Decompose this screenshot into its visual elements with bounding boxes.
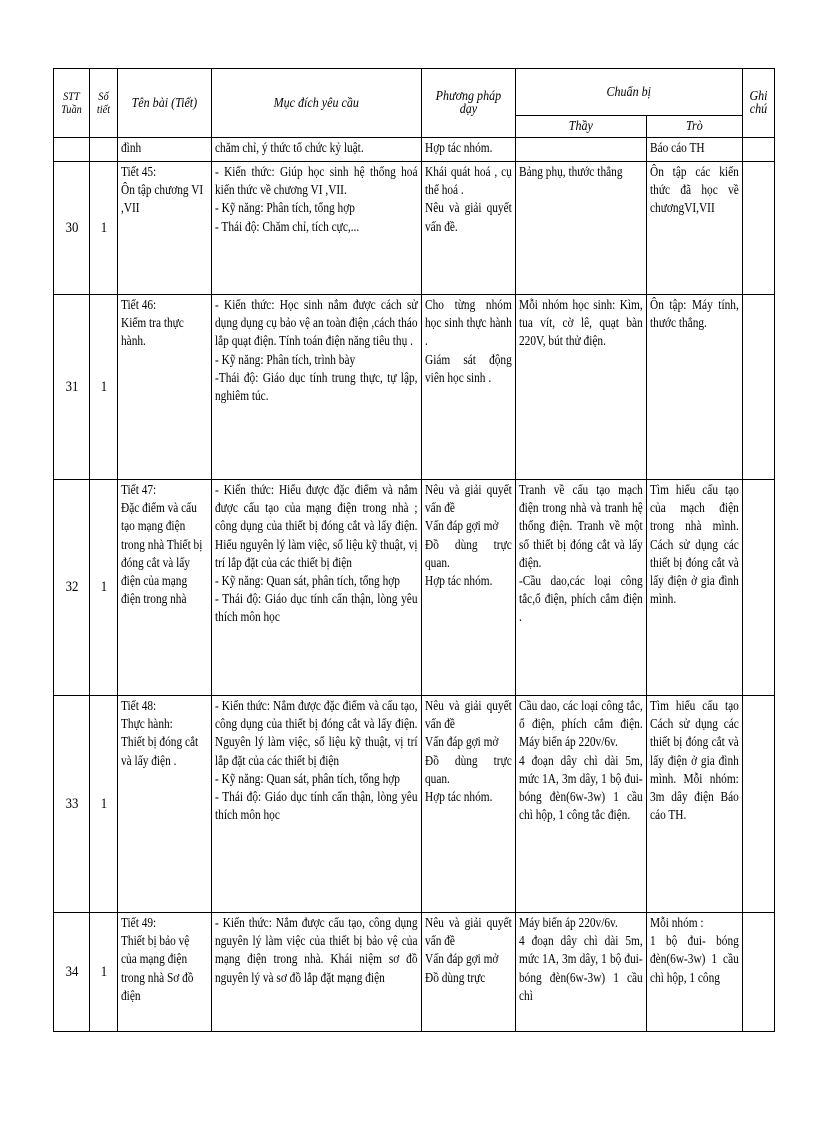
cell-ghi-chu [743, 162, 775, 295]
cell-tro: Ôn tập: Máy tính, thước thẳng. [647, 295, 743, 480]
cell-so-tiet: 1 [92, 696, 116, 913]
table-row [54, 138, 775, 162]
cell-phuong-phap: Khái quát hoá , cụ thể hoá . Nêu và giải quyết vấn đề. [422, 162, 516, 295]
cell-thay: Bảng phụ, thước thẳng [516, 162, 647, 295]
cell-so-tiet: 1 [92, 162, 116, 295]
cell-phuong-phap: Hợp tác nhóm. [422, 138, 516, 162]
cell-stt: 33 [56, 696, 87, 913]
cell-so-tiet: 1 [92, 480, 116, 696]
cell-stt [56, 138, 87, 162]
cell-thay: Cầu dao, các loại công tắc, ổ điện, phích cắm điện. Máy biến áp 220v/6v. 4 đoạn dây chì dài 5m, mức 1A, 3m dây, 1 bộ đui- bóng đèn(6w-3w) 1 cầu chì hộp, 1 công tắc điện. [516, 696, 647, 913]
cell-stt: 30 [56, 162, 87, 295]
header-ten-bai: Tên bài (Tiết) [118, 69, 212, 138]
header-so-tiet: Số tiết [90, 69, 118, 138]
header-thay: Thầy [516, 116, 647, 138]
cell-muc-dich: - Kiến thức: Hiểu được đặc điểm và nắm được cấu tạo của mạng điện trong nhà ; công dụng của thiết bị đóng cắt và lấy điện. Hiểu nguyên lý làm việc, số liệu kỹ thuật, vị trí lắp đặt của các thiết bị điện - Kỹ năng: Quan sát, phân tích, tổng hợp - Thái độ: Giáo dục tính cẩn thận, lòng yêu thích môn học [212, 480, 422, 696]
header-phuong-phap: Phương pháp dạy [422, 69, 516, 138]
lesson-plan-table [53, 68, 775, 1032]
cell-tro: Báo cáo TH [647, 138, 743, 162]
header-chuan-bi: Chuẩn bị [516, 69, 743, 116]
cell-ghi-chu [743, 295, 775, 480]
cell-tro: Mỗi nhóm : 1 bộ đui- bóng đèn(6w-3w) 1 cầu chì hộp, 1 công [647, 913, 743, 1032]
header-tro: Trò [647, 116, 743, 138]
cell-thay [516, 138, 647, 162]
header-muc-dich: Mục đích yêu cầu [212, 69, 422, 138]
cell-phuong-phap: Cho từng nhóm học sinh thực hành . Giám sát động viên học sinh . [422, 295, 516, 480]
cell-thay: Mỗi nhóm học sinh: Kìm, tua vít, cờ lê, quạt bàn 220V, bút thử điện. [516, 295, 647, 480]
table-row [54, 696, 775, 913]
cell-ghi-chu [743, 480, 775, 696]
cell-ghi-chu [743, 138, 775, 162]
cell-muc-dich: - Kiến thức: Học sinh nắm được cách sử dụng dụng cụ bảo vệ an toàn điện ,cách tháo lắp quạt điện. Tính toán điện năng tiêu thụ . - Kỹ năng: Phân tích, trình bày -Thái độ: Giáo dục tính trung thực, tự lập, nghiêm túc. [212, 295, 422, 480]
cell-thay: Tranh về cấu tạo mạch điện trong nhà và tranh hệ thống điện. Tranh về một số thiết bị đóng cắt và lấy điện. -Cầu dao,các loại công tắc,ổ điện, phích cắm điện . [516, 480, 647, 696]
cell-stt: 32 [56, 480, 87, 696]
cell-muc-dich: - Kiến thức: Nắm được đặc điểm và cấu tạo, công dụng của thiết bị đóng cắt và lấy điện. Nguyên lý làm việc, số liệu kỹ thuật, vị trí lắp đặt của các thiết bị điện - Kỹ năng: Quan sát, phân tích, tổng hợp - Thái độ: Giáo dục tính cẩn thận, lòng yêu thích môn học [212, 696, 422, 913]
table-row [54, 480, 775, 696]
header-ghi-chu: Ghi chú [743, 69, 775, 138]
cell-tro: Ôn tập các kiến thức đã học về chươngVI,VII [647, 162, 743, 295]
cell-muc-dich: chăm chỉ, ý thức tổ chức kỷ luật. [212, 138, 422, 162]
header-stt: STT Tuần [54, 69, 90, 138]
cell-stt: 34 [56, 913, 87, 1032]
cell-ten-bai: Tiết 46: Kiểm tra thực hành. [118, 295, 212, 480]
table-row [54, 162, 775, 295]
table-row [54, 913, 775, 1032]
cell-so-tiet [92, 138, 116, 162]
cell-phuong-phap: Nêu và giải quyết vấn đề Vấn đáp gợi mở Đồ dùng trực [422, 913, 516, 1032]
cell-tro: Tìm hiểu cấu tạo Cách sử dụng các thiết bị đóng cắt và lấy điện ở gia đình mình. Mỗi nhóm: 3m dây điện Báo cáo TH. [647, 696, 743, 913]
cell-ten-bai: Tiết 45: Ôn tập chương VI ,VII [118, 162, 212, 295]
cell-ghi-chu [743, 696, 775, 913]
cell-phuong-phap: Nêu và giải quyết vấn đề Vấn đáp gợi mở Đồ dùng trực quan. Hợp tác nhóm. [422, 480, 516, 696]
cell-ten-bai: Tiết 49: Thiết bị bảo vệ của mạng điện trong nhà Sơ đồ điện [118, 913, 212, 1032]
cell-so-tiet: 1 [92, 295, 116, 480]
cell-thay: Máy biến áp 220v/6v. 4 đoạn dây chì dài 5m, mức 1A, 3m dây, 1 bộ đui- bóng đèn(6w-3w) 1 cầu chì [516, 913, 647, 1032]
cell-so-tiet: 1 [92, 913, 116, 1032]
cell-tro: Tìm hiểu cấu tạo của mạch điện trong nhà mình. Cách sử dụng các thiết bị đóng cắt và lấy điện ở gia đình mình. [647, 480, 743, 696]
cell-ten-bai: đình [118, 138, 212, 162]
cell-ten-bai: Tiết 47: Đặc điểm và cấu tạo mạng điện trong nhà Thiết bị đóng cắt và lấy điện của mạng điện trong nhà [118, 480, 212, 696]
cell-stt: 31 [56, 295, 87, 480]
cell-muc-dich: - Kiến thức: Nắm được cấu tạo, công dụng nguyên lý làm việc của thiết bị bảo vệ của mạng điện trong nhà. Khái niệm sơ đồ nguyên lý và sơ đồ lắp đặt mạng điện [212, 913, 422, 1032]
cell-muc-dich: - Kiến thức: Giúp học sinh hệ thống hoá kiến thức về chương VI ,VII. - Kỹ năng: Phân tích, tổng hợp - Thái độ: Chăm chỉ, tích cực,... [212, 162, 422, 295]
cell-phuong-phap: Nêu và giải quyết vấn đề Vấn đáp gợi mở Đồ dùng trực quan. Hợp tác nhóm. [422, 696, 516, 913]
table-row [54, 295, 775, 480]
cell-ten-bai: Tiết 48: Thực hành: Thiết bị đóng cắt và lấy điện . [118, 696, 212, 913]
cell-ghi-chu [743, 913, 775, 1032]
